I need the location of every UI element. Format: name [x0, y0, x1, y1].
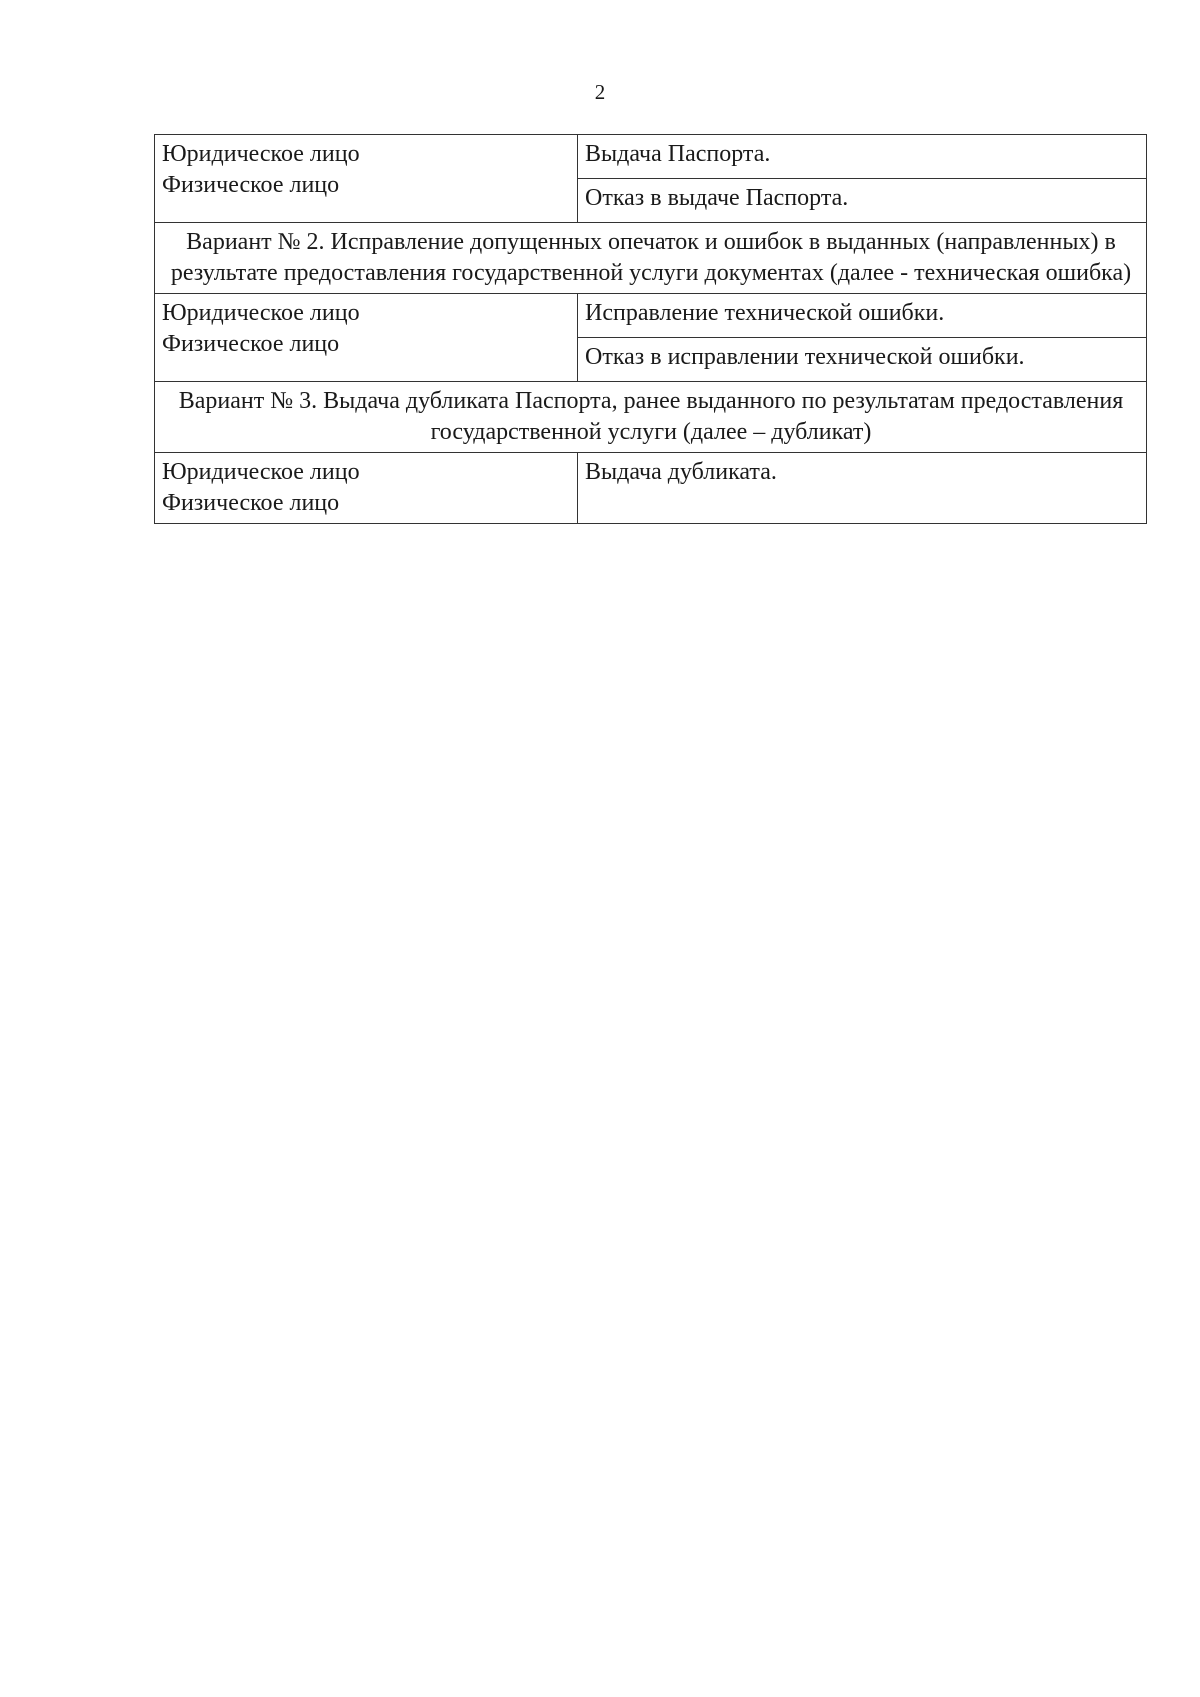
applicant-individual: Физическое лицо	[162, 331, 340, 357]
applicant-legal-entity: Юридическое лицо	[162, 141, 360, 167]
table-row	[155, 294, 1147, 338]
table-row	[155, 135, 1147, 179]
table-row	[155, 223, 1147, 294]
applicant-legal-entity: Юридическое лицо	[162, 459, 360, 485]
result-cell: Выдача Паспорта.	[578, 135, 1147, 179]
applicant-individual: Физическое лицо	[162, 172, 340, 198]
applicant-individual: Физическое лицо	[162, 490, 340, 516]
variant-heading: Вариант № 2. Исправление допущенных опечаток и ошибок в выданных (направленных) в результате предоставления государственной услуги документах (далее - техническая ошибка)	[155, 223, 1147, 294]
applicant-cell	[155, 294, 578, 382]
variants-table	[154, 134, 1147, 524]
result-cell: Отказ в выдаче Паспорта.	[578, 179, 1147, 223]
variant-heading: Вариант № 3. Выдача дубликата Паспорта, ранее выданного по результатам предоставления государственной услуги (далее – дубликат)	[155, 382, 1147, 453]
applicant-legal-entity: Юридическое лицо	[162, 300, 360, 326]
applicant-cell	[155, 135, 578, 223]
table-row	[155, 382, 1147, 453]
result-cell: Исправление технической ошибки.	[578, 294, 1147, 338]
result-cell: Отказ в исправлении технической ошибки.	[578, 338, 1147, 382]
page-number: 2	[594, 80, 606, 104]
result-cell: Выдача дубликата.	[578, 453, 1147, 524]
applicant-cell	[155, 453, 578, 524]
table-row	[155, 453, 1147, 524]
